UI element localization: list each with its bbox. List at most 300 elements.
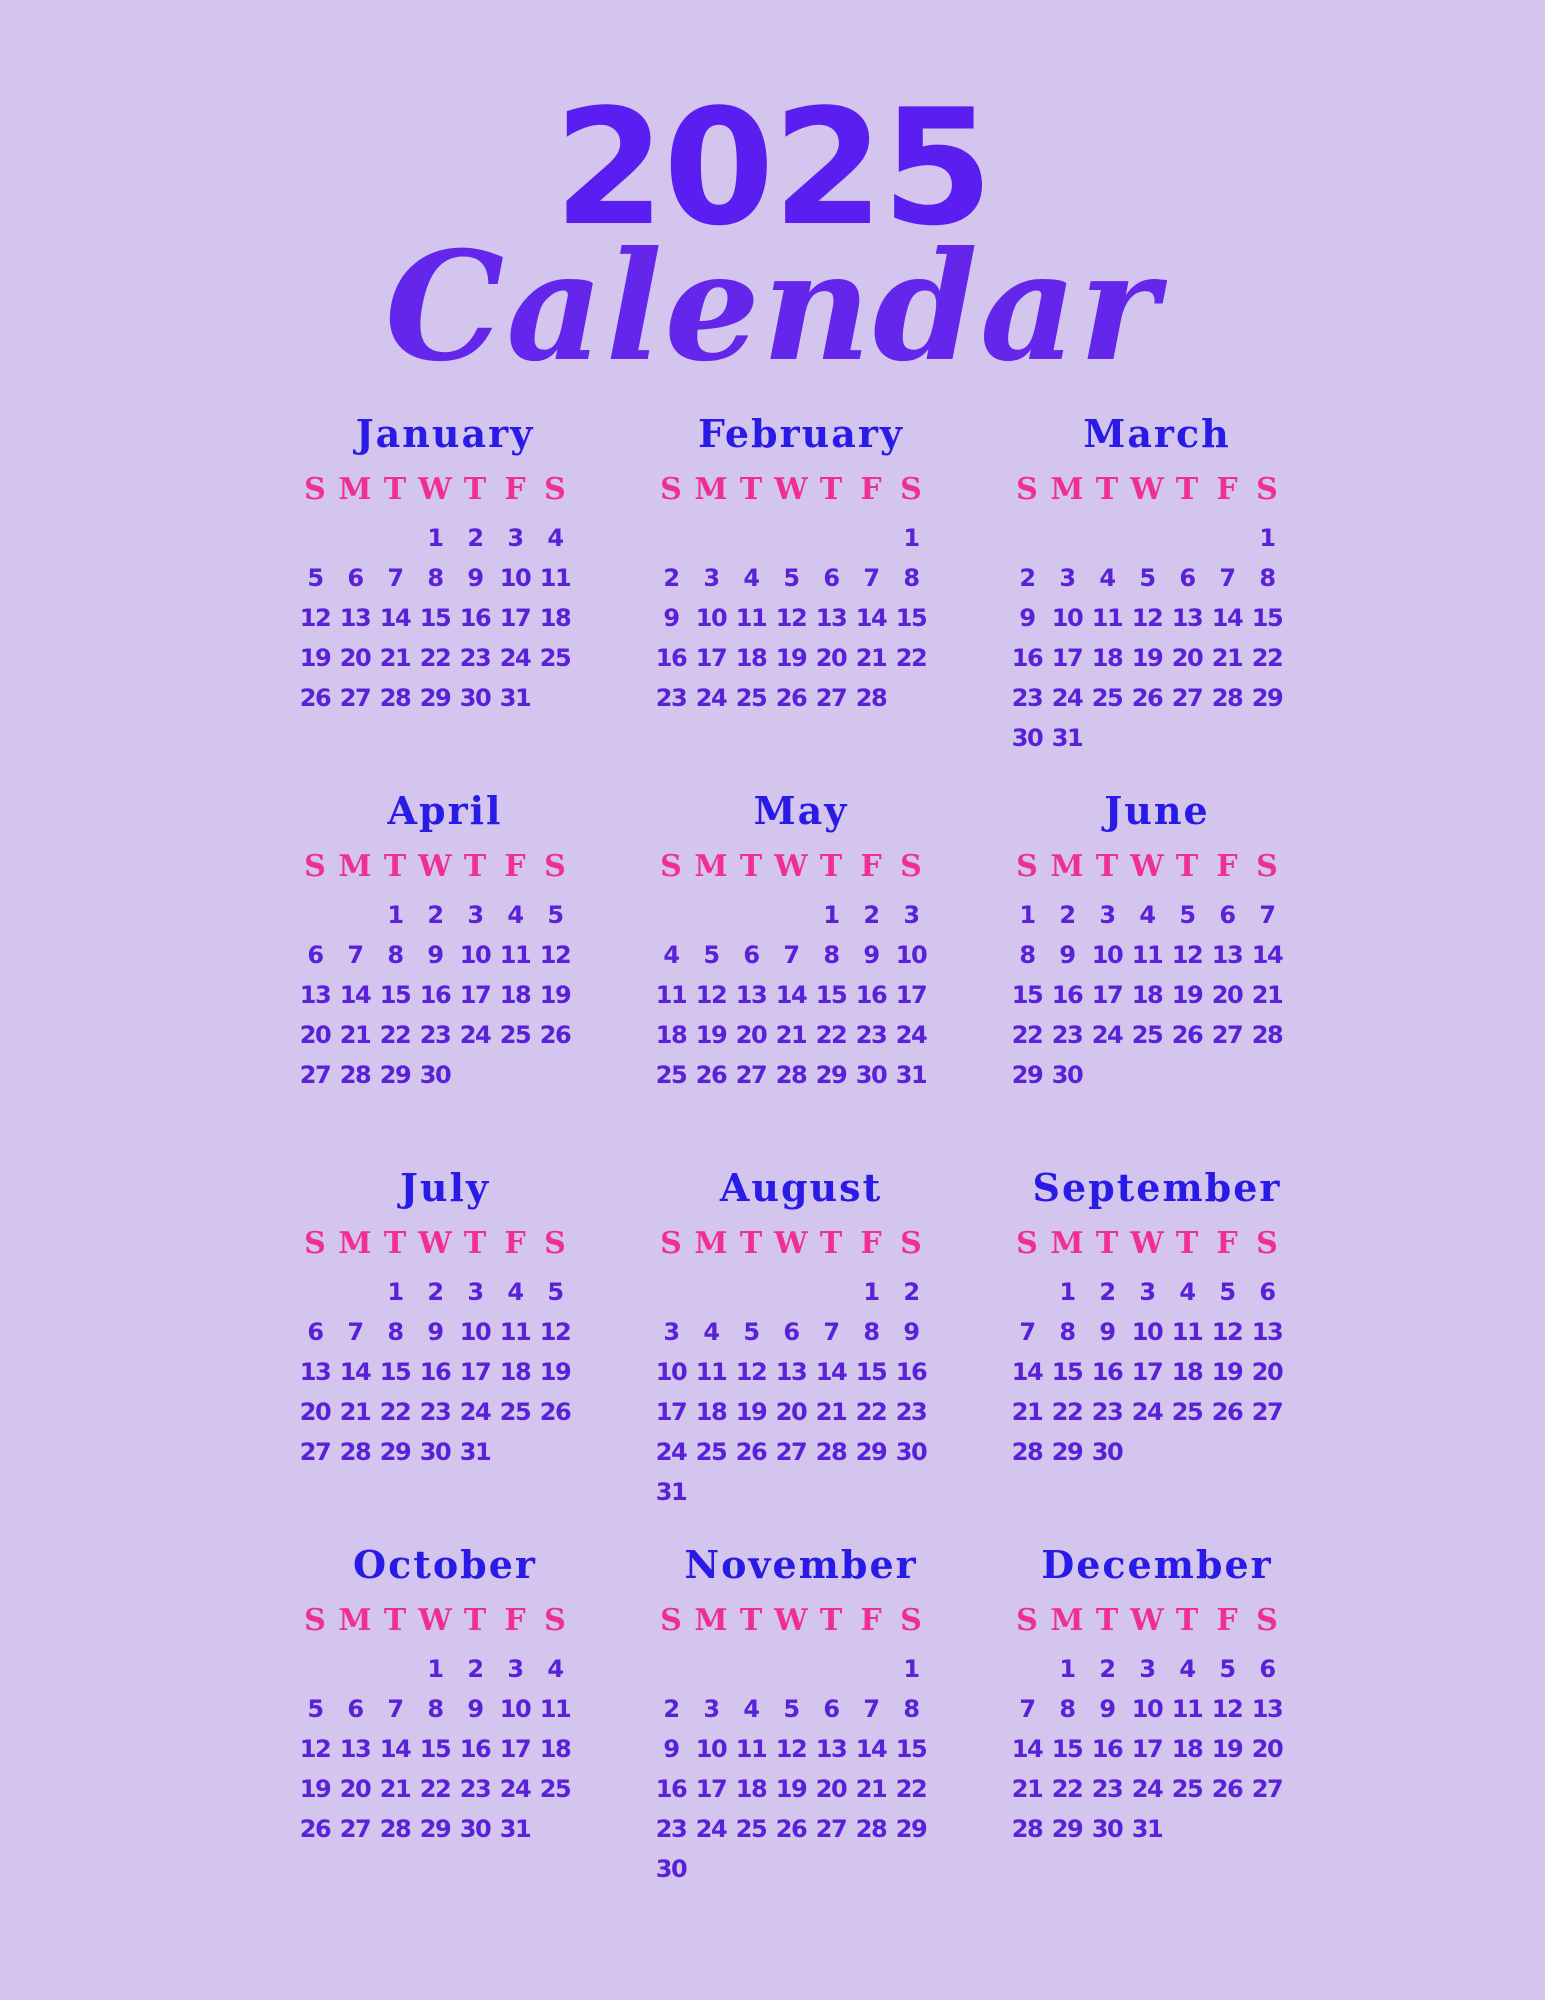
day-cell: 8 xyxy=(427,1695,443,1723)
day-cell: 24 xyxy=(695,684,727,712)
day-cell: 8 xyxy=(427,564,443,592)
month-name: June xyxy=(1104,788,1210,833)
day-blank xyxy=(295,895,335,935)
day-cell: 24 xyxy=(695,1815,727,1843)
days-grid xyxy=(1007,1272,1307,1472)
weekday-label: M xyxy=(338,849,372,884)
day-cell: 16 xyxy=(655,1775,687,1803)
day-cell: 9 xyxy=(1099,1318,1115,1346)
day-blank xyxy=(851,518,891,558)
month-february xyxy=(651,410,951,787)
day-cell: 2 xyxy=(863,901,879,929)
day-cell: 14 xyxy=(1011,1735,1043,1763)
weekday-label: S xyxy=(1256,849,1278,884)
month-march xyxy=(1007,410,1307,787)
day-cell: 11 xyxy=(499,941,531,969)
day-cell: 13 xyxy=(1251,1318,1283,1346)
day-cell: 14 xyxy=(1011,1358,1043,1386)
day-cell: 7 xyxy=(1019,1695,1035,1723)
day-blank xyxy=(335,1649,375,1689)
day-blank xyxy=(1047,518,1087,558)
day-cell: 21 xyxy=(1251,981,1283,1009)
weekday-label: F xyxy=(1216,1603,1238,1638)
weekday-header xyxy=(1007,468,1307,512)
day-cell: 8 xyxy=(387,1318,403,1346)
day-cell: 29 xyxy=(379,1438,411,1466)
day-cell: 31 xyxy=(499,1815,531,1843)
day-cell: 22 xyxy=(895,644,927,672)
month-may xyxy=(651,787,951,1164)
day-cell: 13 xyxy=(339,604,371,632)
day-cell: 18 xyxy=(539,1735,571,1763)
day-cell: 30 xyxy=(459,1815,491,1843)
day-cell: 16 xyxy=(459,1735,491,1763)
day-cell: 26 xyxy=(1171,1021,1203,1049)
day-cell: 26 xyxy=(299,1815,331,1843)
day-cell: 16 xyxy=(655,644,687,672)
weekday-label: T xyxy=(383,1226,407,1261)
weekday-header xyxy=(651,468,951,512)
weekday-label: T xyxy=(463,849,487,884)
day-blank xyxy=(691,895,731,935)
day-cell: 5 xyxy=(1179,901,1195,929)
day-cell: 28 xyxy=(855,684,887,712)
day-cell: 12 xyxy=(775,1735,807,1763)
day-cell: 6 xyxy=(1259,1655,1275,1683)
day-cell: 7 xyxy=(1259,901,1275,929)
day-blank xyxy=(731,1272,771,1312)
weekday-label: W xyxy=(418,849,452,884)
day-cell: 10 xyxy=(1131,1695,1163,1723)
weekday-label: T xyxy=(463,1226,487,1261)
weekday-label: S xyxy=(1256,472,1278,507)
day-cell: 12 xyxy=(1211,1695,1243,1723)
weekday-label: S xyxy=(660,472,682,507)
weekday-label: T xyxy=(739,472,763,507)
day-cell: 9 xyxy=(903,1318,919,1346)
day-cell: 27 xyxy=(815,1815,847,1843)
day-blank xyxy=(731,895,771,935)
day-cell: 27 xyxy=(299,1438,331,1466)
weekday-label: M xyxy=(694,472,728,507)
day-cell: 15 xyxy=(1051,1358,1083,1386)
day-cell: 23 xyxy=(895,1398,927,1426)
day-blank xyxy=(1087,518,1127,558)
day-cell: 31 xyxy=(1051,724,1083,752)
day-cell: 28 xyxy=(815,1438,847,1466)
day-cell: 20 xyxy=(299,1398,331,1426)
day-cell: 18 xyxy=(1171,1735,1203,1763)
day-cell: 13 xyxy=(815,1735,847,1763)
day-cell: 29 xyxy=(419,1815,451,1843)
weekday-label: F xyxy=(860,849,882,884)
day-cell: 23 xyxy=(459,644,491,672)
day-cell: 18 xyxy=(1131,981,1163,1009)
day-cell: 1 xyxy=(863,1278,879,1306)
day-cell: 4 xyxy=(703,1318,719,1346)
weekday-label: M xyxy=(338,1603,372,1638)
day-cell: 24 xyxy=(1051,684,1083,712)
day-blank xyxy=(1007,518,1047,558)
day-cell: 19 xyxy=(1131,644,1163,672)
day-cell: 14 xyxy=(1251,941,1283,969)
month-june xyxy=(1007,787,1307,1164)
day-cell: 31 xyxy=(459,1438,491,1466)
weekday-label: W xyxy=(774,1603,808,1638)
day-cell: 26 xyxy=(735,1438,767,1466)
day-cell: 17 xyxy=(1051,644,1083,672)
day-cell: 15 xyxy=(815,981,847,1009)
day-cell: 28 xyxy=(379,684,411,712)
day-cell: 3 xyxy=(1139,1655,1155,1683)
day-cell: 6 xyxy=(823,1695,839,1723)
day-cell: 13 xyxy=(1251,1695,1283,1723)
day-cell: 6 xyxy=(347,1695,363,1723)
day-blank xyxy=(811,1272,851,1312)
month-name: March xyxy=(1083,411,1231,456)
day-cell: 5 xyxy=(547,901,563,929)
day-cell: 23 xyxy=(655,1815,687,1843)
day-cell: 23 xyxy=(1091,1398,1123,1426)
month-name: October xyxy=(353,1542,537,1587)
weekday-label: M xyxy=(338,1226,372,1261)
day-cell: 11 xyxy=(735,1735,767,1763)
day-cell: 25 xyxy=(1171,1398,1203,1426)
day-cell: 2 xyxy=(1099,1655,1115,1683)
day-cell: 4 xyxy=(663,941,679,969)
weekday-header xyxy=(1007,845,1307,889)
day-cell: 7 xyxy=(347,1318,363,1346)
day-cell: 30 xyxy=(1051,1061,1083,1089)
day-cell: 24 xyxy=(895,1021,927,1049)
day-cell: 12 xyxy=(539,1318,571,1346)
weekday-label: W xyxy=(418,1226,452,1261)
weekday-label: S xyxy=(1016,1603,1038,1638)
day-cell: 1 xyxy=(903,1655,919,1683)
month-december xyxy=(1007,1541,1307,1918)
day-cell: 19 xyxy=(695,1021,727,1049)
day-cell: 21 xyxy=(855,644,887,672)
day-cell: 26 xyxy=(1211,1775,1243,1803)
weekday-header xyxy=(1007,1222,1307,1266)
day-cell: 16 xyxy=(895,1358,927,1386)
day-cell: 28 xyxy=(379,1815,411,1843)
day-cell: 3 xyxy=(703,1695,719,1723)
day-blank xyxy=(851,1649,891,1689)
day-cell: 4 xyxy=(743,564,759,592)
day-cell: 31 xyxy=(655,1478,687,1506)
day-cell: 12 xyxy=(695,981,727,1009)
day-cell: 22 xyxy=(1251,644,1283,672)
month-august xyxy=(651,1164,951,1541)
day-cell: 9 xyxy=(1059,941,1075,969)
day-cell: 21 xyxy=(775,1021,807,1049)
weekday-label: W xyxy=(418,1603,452,1638)
weekday-header xyxy=(295,845,595,889)
day-cell: 22 xyxy=(815,1021,847,1049)
day-cell: 7 xyxy=(863,1695,879,1723)
day-cell: 22 xyxy=(1051,1398,1083,1426)
weekday-label: M xyxy=(1050,472,1084,507)
weekday-label: T xyxy=(1095,849,1119,884)
day-cell: 1 xyxy=(1059,1655,1075,1683)
day-cell: 15 xyxy=(855,1358,887,1386)
day-cell: 27 xyxy=(1171,684,1203,712)
month-july xyxy=(295,1164,595,1541)
day-cell: 5 xyxy=(547,1278,563,1306)
day-cell: 16 xyxy=(419,1358,451,1386)
day-cell: 11 xyxy=(695,1358,727,1386)
day-cell: 8 xyxy=(387,941,403,969)
day-cell: 6 xyxy=(307,941,323,969)
day-cell: 8 xyxy=(903,564,919,592)
weekday-label: S xyxy=(1016,849,1038,884)
day-cell: 28 xyxy=(1011,1438,1043,1466)
day-cell: 15 xyxy=(1251,604,1283,632)
day-cell: 17 xyxy=(459,981,491,1009)
day-cell: 1 xyxy=(387,901,403,929)
day-cell: 11 xyxy=(1171,1695,1203,1723)
day-cell: 1 xyxy=(1019,901,1035,929)
day-cell: 13 xyxy=(1171,604,1203,632)
day-blank xyxy=(1127,518,1167,558)
weekday-label: S xyxy=(1256,1603,1278,1638)
day-cell: 31 xyxy=(499,684,531,712)
month-name: November xyxy=(684,1542,918,1587)
day-blank xyxy=(731,1649,771,1689)
weekday-label: W xyxy=(1130,472,1164,507)
day-cell: 26 xyxy=(1131,684,1163,712)
month-name: December xyxy=(1041,1542,1273,1587)
weekday-label: T xyxy=(739,1603,763,1638)
day-cell: 5 xyxy=(1219,1655,1235,1683)
day-blank xyxy=(771,1272,811,1312)
weekday-label: S xyxy=(900,472,922,507)
day-cell: 17 xyxy=(499,1735,531,1763)
day-cell: 23 xyxy=(419,1398,451,1426)
weekday-label: T xyxy=(1095,1226,1119,1261)
weekday-label: F xyxy=(1216,1226,1238,1261)
day-cell: 2 xyxy=(903,1278,919,1306)
days-grid xyxy=(651,1272,951,1512)
weekday-label: S xyxy=(304,1603,326,1638)
day-cell: 8 xyxy=(863,1318,879,1346)
day-cell: 10 xyxy=(695,1735,727,1763)
day-cell: 10 xyxy=(695,604,727,632)
weekday-label: T xyxy=(1095,472,1119,507)
day-cell: 3 xyxy=(507,524,523,552)
day-cell: 29 xyxy=(1051,1815,1083,1843)
month-name: September xyxy=(1032,1165,1282,1210)
day-cell: 8 xyxy=(823,941,839,969)
day-cell: 21 xyxy=(379,1775,411,1803)
weekday-label: S xyxy=(1256,1226,1278,1261)
day-cell: 16 xyxy=(855,981,887,1009)
day-blank xyxy=(651,895,691,935)
day-cell: 22 xyxy=(1051,1775,1083,1803)
day-cell: 30 xyxy=(459,684,491,712)
month-name: May xyxy=(753,788,849,833)
day-cell: 10 xyxy=(655,1358,687,1386)
day-cell: 10 xyxy=(499,564,531,592)
day-cell: 2 xyxy=(1019,564,1035,592)
weekday-label: W xyxy=(418,472,452,507)
day-cell: 5 xyxy=(1219,1278,1235,1306)
day-cell: 3 xyxy=(703,564,719,592)
weekday-header xyxy=(295,1222,595,1266)
day-cell: 26 xyxy=(775,684,807,712)
days-grid xyxy=(295,1649,595,1849)
weekday-label: W xyxy=(1130,1226,1164,1261)
day-cell: 10 xyxy=(895,941,927,969)
days-grid xyxy=(1007,895,1307,1095)
day-cell: 19 xyxy=(1211,1358,1243,1386)
day-cell: 17 xyxy=(895,981,927,1009)
day-cell: 15 xyxy=(419,1735,451,1763)
weekday-label: F xyxy=(504,1226,526,1261)
month-september xyxy=(1007,1164,1307,1541)
day-cell: 7 xyxy=(1219,564,1235,592)
day-cell: 19 xyxy=(539,981,571,1009)
day-cell: 2 xyxy=(427,901,443,929)
day-cell: 22 xyxy=(379,1398,411,1426)
day-cell: 8 xyxy=(1019,941,1035,969)
day-cell: 30 xyxy=(1011,724,1043,752)
day-cell: 1 xyxy=(1059,1278,1075,1306)
day-cell: 30 xyxy=(419,1061,451,1089)
weekday-label: M xyxy=(338,472,372,507)
day-cell: 9 xyxy=(467,564,483,592)
day-cell: 21 xyxy=(1011,1775,1043,1803)
day-cell: 4 xyxy=(547,1655,563,1683)
day-cell: 20 xyxy=(815,1775,847,1803)
day-cell: 12 xyxy=(1171,941,1203,969)
day-cell: 22 xyxy=(419,1775,451,1803)
day-cell: 6 xyxy=(1179,564,1195,592)
days-grid xyxy=(295,518,595,718)
day-cell: 18 xyxy=(499,981,531,1009)
day-cell: 13 xyxy=(299,981,331,1009)
day-cell: 29 xyxy=(895,1815,927,1843)
day-cell: 18 xyxy=(499,1358,531,1386)
day-cell: 9 xyxy=(863,941,879,969)
day-cell: 6 xyxy=(347,564,363,592)
day-cell: 12 xyxy=(299,1735,331,1763)
day-cell: 14 xyxy=(855,1735,887,1763)
day-cell: 26 xyxy=(539,1398,571,1426)
weekday-label: T xyxy=(1175,1603,1199,1638)
day-cell: 27 xyxy=(1251,1398,1283,1426)
day-blank xyxy=(771,518,811,558)
day-cell: 2 xyxy=(1099,1278,1115,1306)
day-cell: 15 xyxy=(379,981,411,1009)
day-cell: 4 xyxy=(1099,564,1115,592)
day-blank xyxy=(375,1649,415,1689)
day-cell: 22 xyxy=(379,1021,411,1049)
day-cell: 1 xyxy=(427,1655,443,1683)
day-cell: 31 xyxy=(1131,1815,1163,1843)
day-cell: 4 xyxy=(547,524,563,552)
day-cell: 15 xyxy=(895,1735,927,1763)
weekday-label: F xyxy=(1216,849,1238,884)
calendar-subtitle: Calendar xyxy=(384,219,1161,395)
day-cell: 11 xyxy=(1091,604,1123,632)
day-cell: 6 xyxy=(307,1318,323,1346)
day-cell: 12 xyxy=(1131,604,1163,632)
day-cell: 25 xyxy=(735,1815,767,1843)
day-cell: 11 xyxy=(499,1318,531,1346)
months-grid xyxy=(295,410,1295,1918)
day-cell: 23 xyxy=(1091,1775,1123,1803)
day-cell: 7 xyxy=(387,564,403,592)
days-grid xyxy=(1007,518,1307,758)
weekday-label: F xyxy=(504,849,526,884)
day-cell: 28 xyxy=(1251,1021,1283,1049)
weekday-label: T xyxy=(383,849,407,884)
day-blank xyxy=(811,518,851,558)
day-blank xyxy=(1207,518,1247,558)
day-cell: 9 xyxy=(1099,1695,1115,1723)
month-name: July xyxy=(399,1165,491,1210)
day-cell: 23 xyxy=(1011,684,1043,712)
day-cell: 5 xyxy=(307,1695,323,1723)
day-cell: 2 xyxy=(1059,901,1075,929)
day-blank xyxy=(1007,1649,1047,1689)
day-cell: 23 xyxy=(1051,1021,1083,1049)
day-blank xyxy=(691,518,731,558)
day-blank xyxy=(771,1649,811,1689)
weekday-label: T xyxy=(1175,1226,1199,1261)
day-blank xyxy=(651,518,691,558)
day-cell: 7 xyxy=(387,1695,403,1723)
day-cell: 15 xyxy=(1011,981,1043,1009)
day-cell: 28 xyxy=(339,1438,371,1466)
day-cell: 4 xyxy=(1139,901,1155,929)
weekday-label: T xyxy=(383,1603,407,1638)
day-cell: 15 xyxy=(419,604,451,632)
day-cell: 6 xyxy=(1259,1278,1275,1306)
day-cell: 18 xyxy=(1091,644,1123,672)
day-cell: 1 xyxy=(1259,524,1275,552)
day-cell: 9 xyxy=(427,941,443,969)
day-cell: 28 xyxy=(339,1061,371,1089)
day-cell: 9 xyxy=(467,1695,483,1723)
weekday-label: T xyxy=(819,1603,843,1638)
day-cell: 11 xyxy=(1171,1318,1203,1346)
weekday-label: M xyxy=(694,849,728,884)
weekday-header xyxy=(1007,1599,1307,1643)
day-cell: 21 xyxy=(1211,644,1243,672)
weekday-label: T xyxy=(383,472,407,507)
day-cell: 24 xyxy=(1091,1021,1123,1049)
day-cell: 19 xyxy=(775,1775,807,1803)
day-cell: 3 xyxy=(663,1318,679,1346)
day-cell: 7 xyxy=(1019,1318,1035,1346)
day-cell: 1 xyxy=(427,524,443,552)
day-cell: 16 xyxy=(459,604,491,632)
day-cell: 21 xyxy=(339,1021,371,1049)
day-cell: 29 xyxy=(855,1438,887,1466)
day-cell: 23 xyxy=(419,1021,451,1049)
day-blank xyxy=(1167,518,1207,558)
day-cell: 16 xyxy=(419,981,451,1009)
day-cell: 24 xyxy=(655,1438,687,1466)
weekday-label: S xyxy=(1016,1226,1038,1261)
day-cell: 20 xyxy=(735,1021,767,1049)
day-cell: 27 xyxy=(815,684,847,712)
day-cell: 19 xyxy=(539,1358,571,1386)
day-cell: 8 xyxy=(1059,1318,1075,1346)
